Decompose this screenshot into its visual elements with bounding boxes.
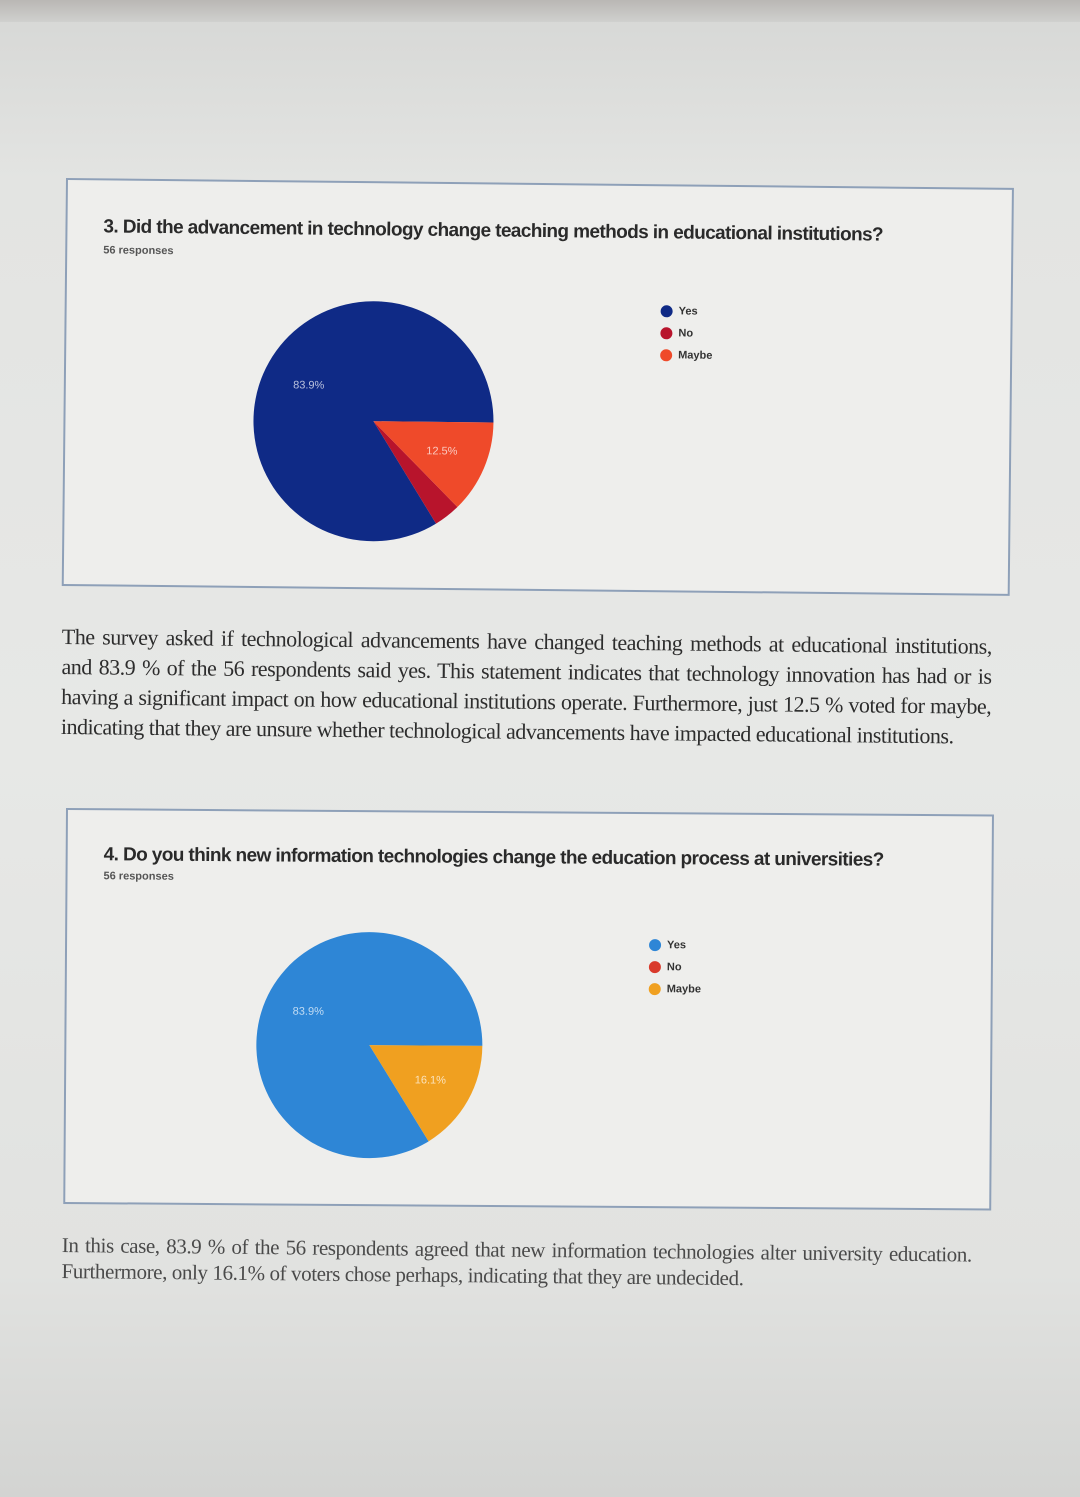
pie-chart	[256, 931, 484, 1159]
top-shade	[0, 0, 1080, 22]
legend-item-yes	[649, 934, 701, 956]
chart-subtitle: 56 responses	[103, 870, 174, 883]
chart-subtitle: 56 responses	[103, 244, 174, 258]
legend-label: No	[678, 327, 694, 340]
legend-label: Yes	[667, 939, 687, 952]
legend-label: Maybe	[666, 983, 702, 996]
legend-swatch	[661, 305, 673, 317]
legend-swatch	[649, 939, 661, 951]
legend-label: No	[666, 961, 682, 974]
analysis-paragraph-1: The survey asked if technological advancements have changed teaching methods at educational institutions, and 83.9 % of the 56 respondents said yes. This statement indicates that technology innovation has had or is having a significant impact on how educational institutions operate. Furthermore, just 12.5 % voted for maybe, indicating that they are unsure whether technological advancements have impacted educational institutions.	[60, 623, 992, 749]
legend-label: Maybe	[678, 349, 713, 362]
pie-chart	[252, 300, 495, 543]
legend-swatch	[660, 327, 672, 339]
data-label-yes: 83.9%	[293, 379, 325, 392]
legend-item-yes	[661, 300, 713, 323]
data-label-yes: 83.9%	[292, 1005, 324, 1018]
chart-legend	[649, 934, 702, 1000]
data-label-maybe: 12.5%	[426, 445, 458, 458]
legend-swatch	[649, 983, 661, 995]
legend-swatch	[660, 349, 672, 361]
legend-item-maybe	[649, 978, 701, 1000]
chart-title: 3. Did the advancement in technology change teaching methods in educational institutions?	[103, 216, 884, 246]
legend-swatch	[649, 961, 661, 973]
chart-title: 4. Do you think new information technologies change the education process at universities?	[103, 844, 884, 871]
chart-card-question-3	[62, 178, 1014, 596]
analysis-paragraph-2: In this case, 83.9 % of the 56 respondents agreed that new information technologies alter university education. Furthermore, only 16.1% of voters chose perhaps, indicating that they are undecided.	[61, 1233, 972, 1291]
legend-label: Yes	[678, 305, 698, 318]
data-label-maybe: 16.1%	[414, 1074, 447, 1087]
legend-item-no	[649, 956, 701, 978]
legend-item-maybe	[660, 344, 712, 367]
legend-item-no	[660, 322, 712, 345]
chart-card-question-4	[63, 808, 994, 1210]
chart-legend	[660, 300, 713, 367]
